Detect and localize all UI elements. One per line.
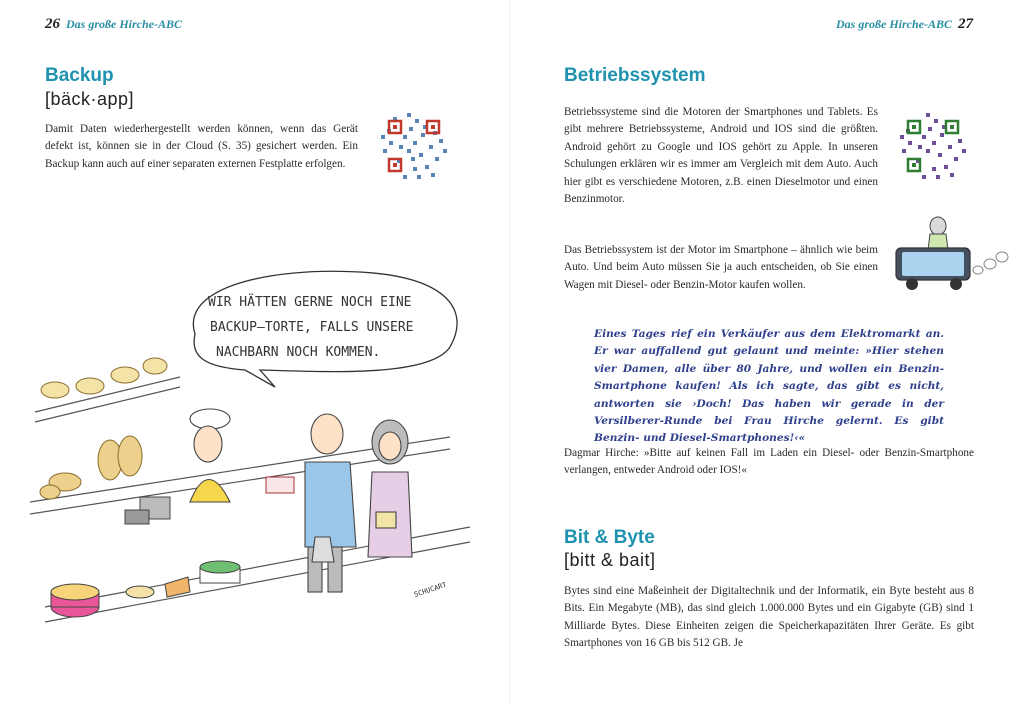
- betriebssystem-paragraph-3: Dagmar Hirche: »Bitte auf keinen Fall im Laden ein Diesel- oder Benzin-Smartphone verlangen, entweder Android oder IOS!«: [564, 447, 974, 477]
- right-page: [510, 0, 1020, 705]
- cartoon-signature: SCHUCART: [413, 580, 448, 599]
- bit-byte-text: Bytes sind eine Maßeinheit der Digitaltechnik und der Informatik, ein Byte besteht aus 8 Bits. Ein Megabyte (MB), das sind gleich 1.000.000 Bytes und ein Gigabyte (GB) sind 1 Milliarde Bytes. Diese Einheiten zeigen die Speicherkapazitäten Ihrer Geräte. Es gibt Smartphones von 16 GB bis 512 GB. Je: [564, 585, 974, 650]
- qr-code-backup[interactable]: [373, 105, 455, 187]
- speech-line-3: NACHBARN NOCH KOMMEN.: [216, 345, 381, 360]
- anecdote-quote: Eines Tages rief ein Verkäufer aus dem Elektromarkt an. Er war auffallend gut gelaunt und meinte: »Hier stehen vier Damen, alle über 80 Jahre, und wollen ein Benzin-Smartphone kaufen! Als ich sagte, das gibt es nicht, antworten sie ›Doch! Das haben wir gerade in der Versilberer-Runde bei Frau Hirche gelernt. Es gibt Benzin- und Diesel-Smartphones!‹«: [594, 328, 944, 445]
- qr-code-betriebssystem[interactable]: [892, 105, 974, 187]
- speech-line-1: WIR HÄTTEN GERNE NOCH EINE: [208, 295, 412, 310]
- bit-byte-pronunciation: [bitt & bait]: [564, 550, 656, 570]
- page-number-left: 26: [45, 16, 60, 32]
- bakery-cartoon-illustration: [30, 262, 480, 662]
- betriebssystem-paragraph-1: Betriebssysteme sind die Motoren der Smartphones und Tablets. Es gibt mehrere Betriebssysteme, Android und IOS sind die größten. Android gehört zu Google und IOS gehört zu Apple. In unseren Schulungen erklären wir es immer am Vergleich mit dem Auto. Auch hier gibt es verschiedene Motoren, z.B. einen Dieselmotor und einen Benzinmotor.: [564, 106, 878, 206]
- running-head-title-left: Das große Hirche-ABC: [66, 17, 183, 31]
- left-running-head: [45, 16, 182, 33]
- backup-heading: Backup: [45, 65, 114, 86]
- right-running-head: [836, 16, 973, 33]
- betriebssystem-heading: Betriebssystem: [564, 65, 706, 86]
- backup-text: Damit Daten wiederhergestellt werden können, wenn das Gerät defekt ist, können sie in der Cloud (S. 35) gesichert werden. Ein Backup kann auch auf einer separaten externen Festplatte erfolgen.: [45, 123, 358, 170]
- smartphone-car-illustration: [890, 212, 1010, 297]
- betriebssystem-paragraph-2: Das Betriebssystem ist der Motor im Smartphone – ähnlich wie beim Auto. Und beim Auto müssen Sie ja auch entscheiden, ob Sie einen Wagen mit Diesel- oder Benzin-Motor kaufen wollen.: [564, 244, 878, 291]
- page-number-right: 27: [958, 16, 973, 32]
- backup-pronunciation: [bäck·app]: [45, 89, 135, 109]
- running-head-title-right: Das große Hirche-ABC: [835, 17, 952, 31]
- speech-line-2: BACKUP–TORTE, FALLS UNSERE: [210, 320, 414, 335]
- bit-byte-heading: Bit & Byte: [564, 527, 655, 548]
